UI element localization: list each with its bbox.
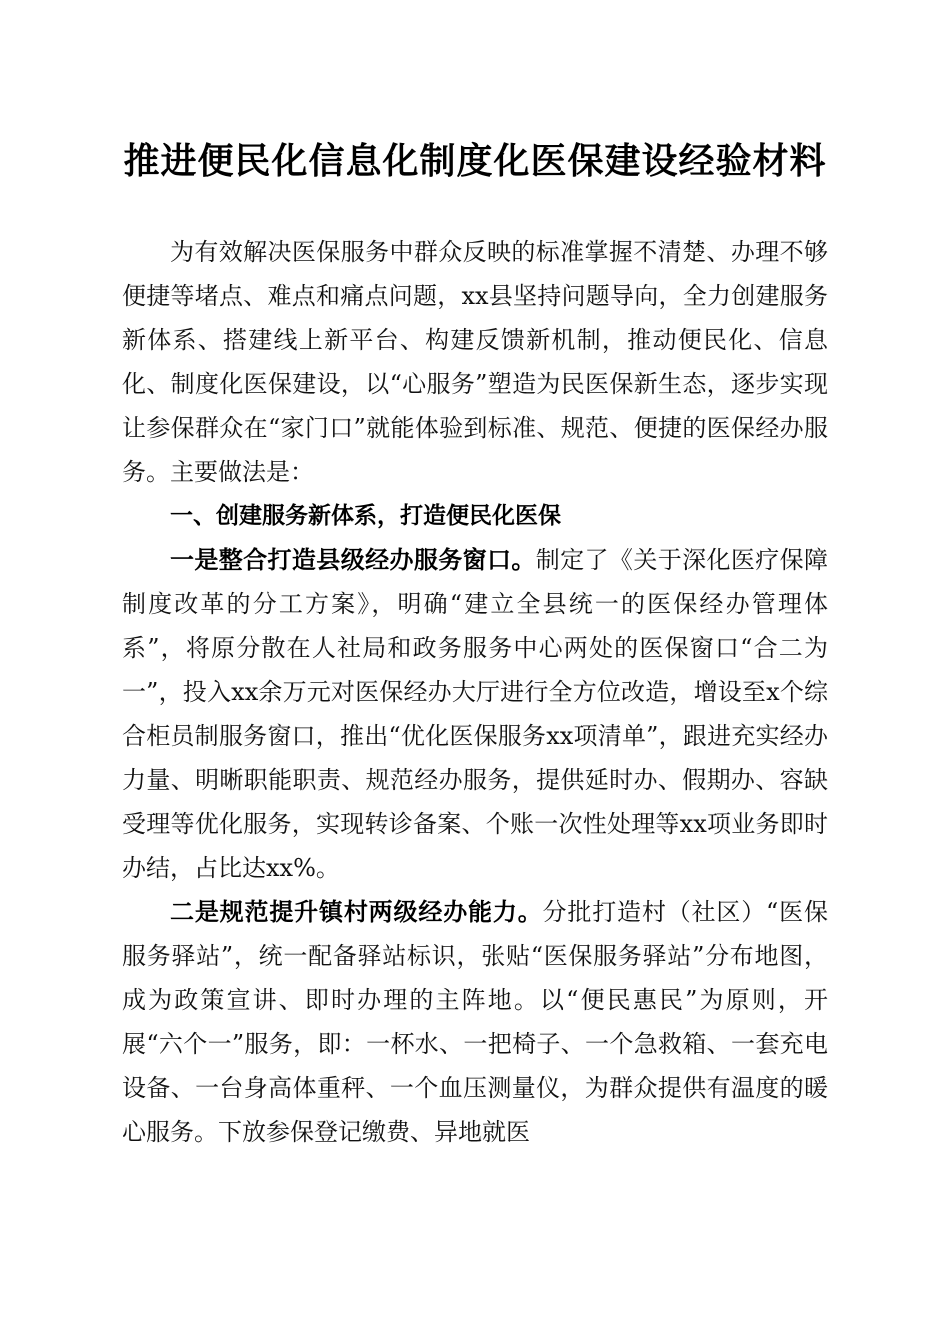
point-lead-1: 一是整合打造县级经办服务窗口。	[170, 545, 536, 574]
section-heading: 一、创建服务新体系，打造便民化医保	[170, 503, 561, 529]
point-text-2: 分批打造村（社区）“医保服务驿站”，统一配备驿站标识，张贴“医保服务驿站”分布地图，成为政策宣讲、即时办理的主阵地。以“便民惠民”为原则，开展“六个一”服务，即：一杯水、一把椅子、一个急救箱、一套充电设备、一台身高体重秤、一个血压测量仪，为群众提供有温度的暖心服务。下放参保登记缴费、异地就医	[122, 898, 828, 1146]
point-paragraph-1	[122, 538, 828, 890]
point-lead-2: 二是规范提升镇村两级经办能力。	[170, 897, 543, 926]
point-text-1: 制定了《关于深化医疗保障制度改革的分工方案》，明确“建立全县统一的医保经办管理体系”，将原分散在人社局和政务服务中心两处的医保窗口“合二为一”，投入xx余万元对医保经办大厅进行全方位改造，增设至x个综合柜员制服务窗口，推出“优化医保服务xx项清单”，跟进充实经办力量、明晰职能职责、规范经办服务，提供延时办、假期办、容缺受理等优化服务，实现转诊备案、个账一次性处理等xx项业务即时办结，占比达xx%。	[122, 546, 829, 882]
document-body	[122, 230, 828, 1154]
intro-paragraph: 为有效解决医保服务中群众反映的标准掌握不清楚、办理不够便捷等堵点、难点和痛点问题，xx县坚持问题导向，全力创建服务新体系、搭建线上新平台、构建反馈新机制，推动便民化、信息化、制度化医保建设，以“心服务”塑造为民医保新生态，逐步实现让参保群众在“家门口”就能体验到标准、规范、便捷的医保经办服务。主要做法是：	[122, 238, 828, 486]
point-paragraph-2	[122, 890, 828, 1154]
document-title: 推进便民化信息化制度化医保建设经验材料	[123, 140, 827, 182]
